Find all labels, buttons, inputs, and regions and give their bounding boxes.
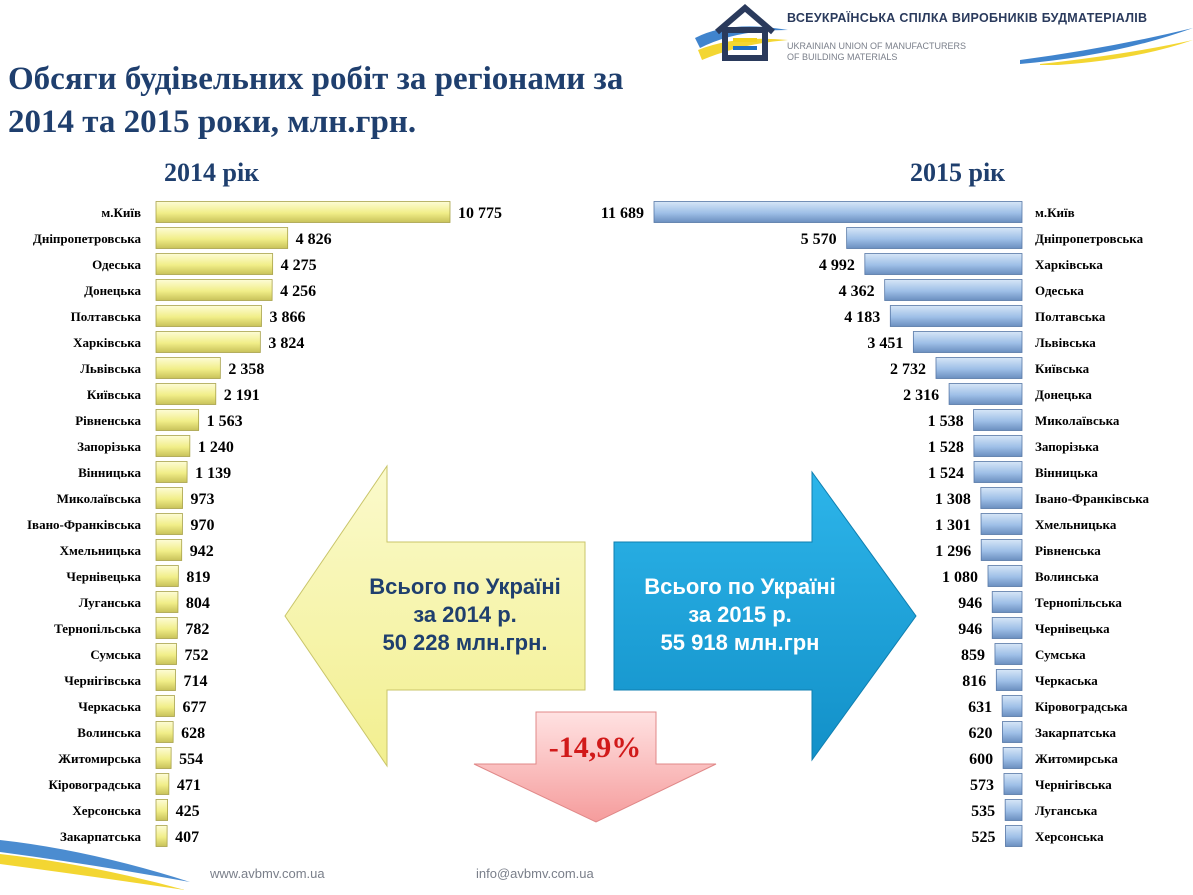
bar-2014-7: [156, 384, 216, 405]
value-label-2014-22: 471: [176, 777, 201, 794]
value-label-2014-15: 804: [185, 595, 210, 612]
value-label-2015-12: 1 301: [935, 517, 972, 534]
category-label-2014-1: Дніпропетровська: [32, 231, 141, 246]
bar-2015-7: [949, 384, 1022, 405]
category-label-2015-2: Харківська: [1035, 257, 1103, 272]
value-label-2014-23: 425: [175, 803, 200, 820]
year-header-2015: 2015 рік: [910, 158, 1006, 187]
value-label-2015-9: 1 528: [927, 439, 964, 456]
value-label-2015-0: 11 689: [600, 205, 644, 222]
value-label-2014-9: 1 240: [197, 439, 234, 456]
bar-2014-11: [156, 488, 183, 509]
category-label-2015-21: Житомирська: [1035, 751, 1118, 766]
category-label-2014-14: Чернівецька: [66, 569, 141, 584]
bar-2014-5: [156, 332, 260, 353]
year-header-2014: 2014 рік: [164, 158, 260, 187]
bar-2014-0: [156, 202, 450, 223]
value-label-2015-16: 946: [958, 621, 983, 638]
footer-website[interactable]: www.avbmv.com.ua: [210, 866, 325, 881]
value-label-2015-1: 5 570: [800, 231, 837, 248]
bar-2015-15: [992, 592, 1022, 613]
category-label-2015-3: Одеська: [1035, 283, 1084, 298]
category-label-2015-23: Луганська: [1035, 803, 1098, 818]
category-label-2014-4: Полтавська: [70, 309, 141, 324]
total-2015-line3: 55 918 млн.грн: [660, 630, 820, 655]
bar-2015-19: [1002, 696, 1022, 717]
category-label-2014-18: Чернігівська: [64, 673, 141, 688]
bar-2015-22: [1004, 774, 1022, 795]
total-2015-text: [610, 573, 870, 657]
bar-2014-13: [156, 540, 182, 561]
bar-2014-15: [156, 592, 178, 613]
change-percent: -14,9%: [548, 731, 642, 764]
value-label-2015-14: 1 080: [941, 569, 978, 586]
category-label-2014-17: Сумська: [90, 647, 141, 662]
bar-2015-6: [936, 358, 1022, 379]
bar-2015-8: [974, 410, 1022, 431]
bar-2014-1: [156, 228, 288, 249]
value-label-2015-24: 525: [971, 829, 996, 846]
footer-email[interactable]: info@avbmv.com.ua: [476, 866, 594, 881]
category-label-2015-8: Миколаївська: [1035, 413, 1120, 428]
value-label-2014-4: 3 866: [269, 309, 306, 326]
value-label-2014-14: 819: [186, 569, 211, 586]
bar-2015-21: [1003, 748, 1022, 769]
value-label-2014-13: 942: [189, 543, 214, 560]
value-label-2014-2: 4 275: [280, 257, 317, 274]
bar-2014-10: [156, 462, 187, 483]
category-label-2015-7: Донецька: [1035, 387, 1092, 402]
category-label-2015-9: Запорізька: [1035, 439, 1099, 454]
value-label-2014-17: 752: [184, 647, 209, 664]
bar-2014-8: [156, 410, 199, 431]
total-2014-line2: за 2014 р.: [413, 602, 517, 627]
category-label-2015-17: Сумська: [1035, 647, 1086, 662]
bar-2015-18: [996, 670, 1022, 691]
bar-2014-21: [156, 748, 171, 769]
category-label-2014-19: Черкаська: [78, 699, 141, 714]
value-label-2015-5: 3 451: [867, 335, 904, 352]
category-label-2014-24: Закарпатська: [59, 829, 141, 844]
bar-2015-16: [992, 618, 1022, 639]
category-label-2015-0: м.Київ: [1035, 205, 1075, 220]
bar-2015-3: [885, 280, 1022, 301]
value-label-2014-24: 407: [175, 829, 200, 846]
value-label-2014-19: 677: [182, 699, 207, 716]
swoosh-decoration-bottom-left: [0, 820, 200, 895]
value-label-2015-20: 620: [968, 725, 993, 742]
value-label-2015-8: 1 538: [927, 413, 964, 430]
category-label-2015-19: Кіровоградська: [1035, 699, 1128, 714]
value-label-2014-20: 628: [181, 725, 206, 742]
category-label-2015-20: Закарпатська: [1035, 725, 1117, 740]
bar-2014-23: [156, 800, 168, 821]
bar-2014-6: [156, 358, 220, 379]
bar-2014-4: [156, 306, 261, 327]
value-label-2014-21: 554: [179, 751, 204, 768]
value-label-2015-7: 2 316: [903, 387, 940, 404]
bar-2015-13: [981, 540, 1022, 561]
value-label-2015-17: 859: [960, 647, 985, 664]
category-label-2014-0: м.Київ: [101, 205, 141, 220]
category-label-2015-13: Рівненська: [1035, 543, 1101, 558]
bar-2014-2: [156, 254, 273, 275]
category-label-2015-16: Чернівецька: [1035, 621, 1110, 636]
value-label-2014-10: 1 139: [195, 465, 232, 482]
total-2014-line3: 50 228 млн.грн.: [382, 630, 548, 655]
value-label-2014-8: 1 563: [206, 413, 243, 430]
bar-2015-20: [1002, 722, 1022, 743]
category-label-2014-6: Львівська: [80, 361, 141, 376]
category-label-2014-10: Вінницька: [78, 465, 141, 480]
bar-2014-16: [156, 618, 177, 639]
category-label-2015-11: Івано-Франківська: [1035, 491, 1150, 506]
bar-2015-1: [847, 228, 1022, 249]
category-label-2015-24: Херсонська: [1035, 829, 1104, 844]
category-label-2015-14: Волинська: [1035, 569, 1099, 584]
bar-2015-4: [890, 306, 1022, 327]
category-label-2014-13: Хмельницька: [59, 543, 141, 558]
bar-2014-3: [156, 280, 272, 301]
category-label-2014-3: Донецька: [84, 283, 141, 298]
bar-2015-12: [981, 514, 1022, 535]
value-label-2015-10: 1 524: [928, 465, 965, 482]
bar-2014-18: [156, 670, 175, 691]
value-label-2014-3: 4 256: [280, 283, 317, 300]
page-title: Обсяги будівельних робіт за регіонами за 2014 та 2015 роки, млн.грн.: [8, 61, 624, 140]
category-label-2014-22: Кіровоградська: [48, 777, 141, 792]
category-label-2014-7: Київська: [86, 387, 141, 402]
bar-2015-23: [1005, 800, 1022, 821]
total-2015-line1: Всього по Україні: [644, 574, 836, 599]
bar-2014-14: [156, 566, 178, 587]
category-label-2015-5: Львівська: [1035, 335, 1096, 350]
category-label-2014-11: Миколаївська: [56, 491, 141, 506]
category-label-2014-5: Харківська: [73, 335, 141, 350]
value-label-2015-4: 4 183: [844, 309, 881, 326]
value-label-2015-6: 2 732: [889, 361, 926, 378]
org-name-en: UKRAINIAN UNION OF MANUFACTURERS OF BUILDING MATERIALS: [787, 41, 967, 62]
bar-2014-22: [156, 774, 169, 795]
value-label-2014-0: 10 775: [458, 205, 502, 222]
value-label-2014-6: 2 358: [228, 361, 265, 378]
bar-2014-9: [156, 436, 190, 457]
category-label-2014-8: Рівненська: [75, 413, 141, 428]
category-label-2015-1: Дніпропетровська: [1035, 231, 1144, 246]
bar-2015-5: [913, 332, 1022, 353]
value-label-2015-23: 535: [971, 803, 996, 820]
category-label-2015-15: Тернопільська: [1035, 595, 1122, 610]
category-label-2015-4: Полтавська: [1035, 309, 1106, 324]
bar-2015-14: [988, 566, 1022, 587]
value-label-2015-18: 816: [962, 673, 987, 690]
bar-2015-10: [974, 462, 1022, 483]
bar-2015-9: [974, 436, 1022, 457]
category-label-2015-10: Вінницька: [1035, 465, 1098, 480]
value-label-2014-11: 973: [190, 491, 215, 508]
value-label-2014-1: 4 826: [295, 231, 332, 248]
category-label-2014-20: Волинська: [77, 725, 141, 740]
bar-2014-17: [156, 644, 177, 665]
value-label-2014-12: 970: [190, 517, 215, 534]
value-label-2014-5: 3 824: [268, 335, 305, 352]
bar-2014-20: [156, 722, 173, 743]
value-label-2015-2: 4 992: [818, 257, 855, 274]
category-label-2015-6: Київська: [1035, 361, 1090, 376]
bar-2015-24: [1005, 826, 1022, 847]
total-2014-text: [335, 573, 595, 657]
value-label-2014-16: 782: [185, 621, 210, 638]
value-label-2015-11: 1 308: [934, 491, 971, 508]
category-label-2014-23: Херсонська: [72, 803, 141, 818]
value-label-2014-18: 714: [183, 673, 208, 690]
category-label-2014-2: Одеська: [92, 257, 141, 272]
total-2014-line1: Всього по Україні: [369, 574, 561, 599]
bar-2014-19: [156, 696, 174, 717]
value-label-2015-15: 946: [958, 595, 983, 612]
chart-2014: [27, 202, 502, 847]
bar-2014-12: [156, 514, 182, 535]
bar-2015-11: [981, 488, 1022, 509]
bar-2015-2: [865, 254, 1022, 275]
category-label-2014-16: Тернопільська: [54, 621, 141, 636]
total-2015-line2: за 2015 р.: [688, 602, 792, 627]
chart-2015: [601, 202, 1150, 847]
category-label-2015-18: Черкаська: [1035, 673, 1098, 688]
category-label-2014-21: Житомирська: [58, 751, 141, 766]
bar-2015-17: [995, 644, 1022, 665]
value-label-2015-22: 573: [969, 777, 994, 794]
bar-2015-0: [654, 202, 1022, 223]
value-label-2014-7: 2 191: [223, 387, 260, 404]
category-label-2015-12: Хмельницька: [1035, 517, 1117, 532]
org-name-ua: ВСЕУКРАЇНСЬКА СПІЛКА ВИРОБНИКІВ БУДМАТЕРІАЛІВ: [787, 11, 1148, 25]
category-label-2014-12: Івано-Франківська: [26, 517, 141, 532]
category-label-2014-15: Луганська: [78, 595, 141, 610]
value-label-2015-3: 4 362: [838, 283, 875, 300]
value-label-2015-21: 600: [969, 751, 994, 768]
category-label-2014-9: Запорізька: [77, 439, 141, 454]
value-label-2015-19: 631: [968, 699, 993, 716]
category-label-2015-22: Чернігівська: [1035, 777, 1112, 792]
value-label-2015-13: 1 296: [935, 543, 972, 560]
